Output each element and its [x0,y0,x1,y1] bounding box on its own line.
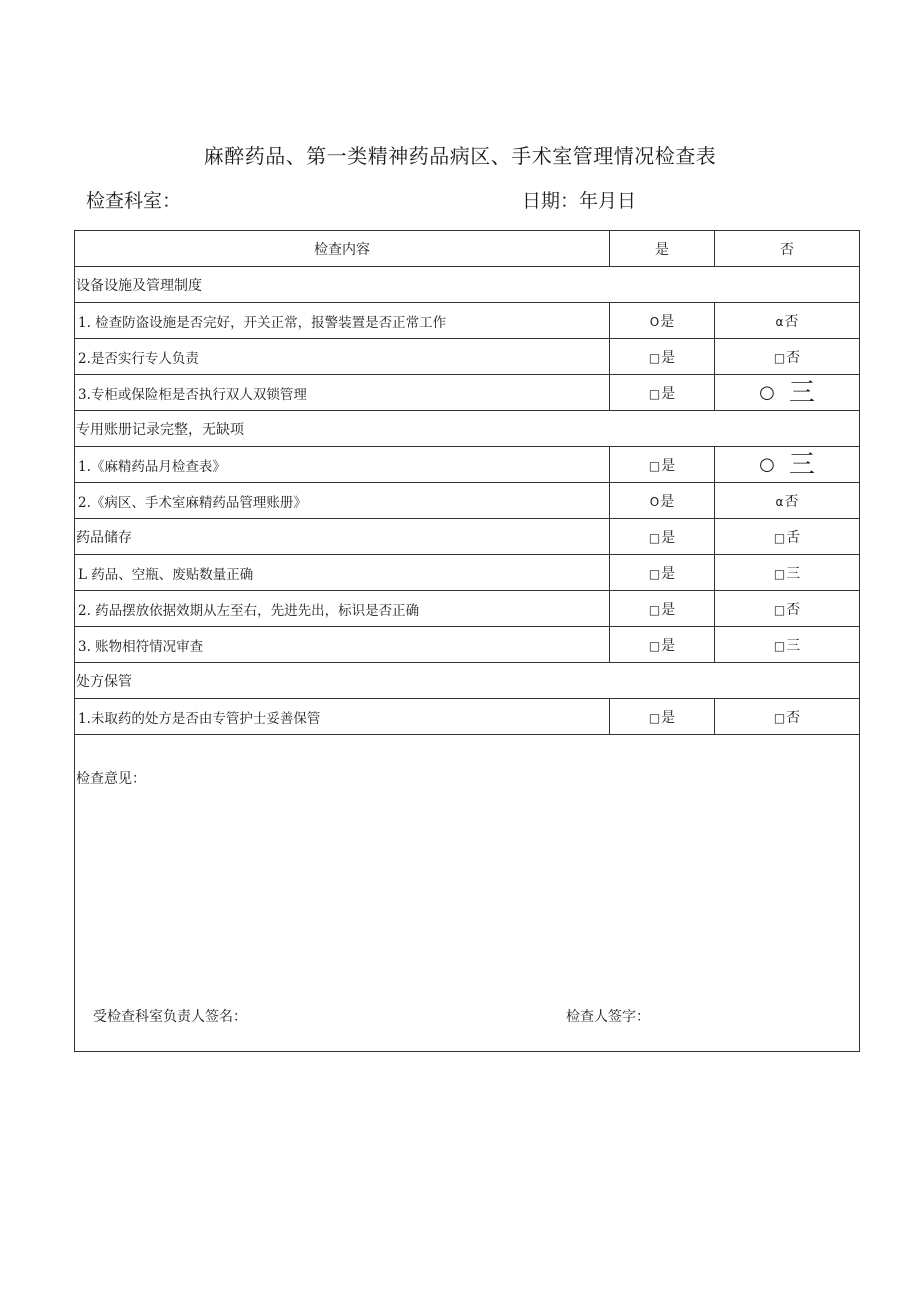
no-label: 否 [786,349,801,366]
checkbox-icon: □ [648,638,661,653]
no-option[interactable] [715,303,860,339]
checkbox-icon: □ [773,602,786,617]
yes-label: 是 [661,457,676,474]
table-row [75,699,860,735]
header-row [75,231,860,267]
inspector-signature-label: 检查人签字： [566,1009,650,1025]
table-row [75,375,860,411]
no-label: 三 [788,449,815,480]
yes-option[interactable] [610,591,715,627]
ring-icon: ○ [759,382,775,403]
checkbox-icon: □ [648,386,661,401]
checkbox-icon: □ [773,566,786,581]
item-text: 3.专柜或保险柜是否执行双人双锁管理 [75,375,610,411]
item-text: 2.是否实行专人负责 [75,339,610,375]
checkbox-icon: □ [648,350,661,365]
section-row [75,411,860,447]
checkbox-icon: □ [648,458,661,473]
no-option[interactable] [715,447,860,483]
no-option[interactable] [715,555,860,591]
no-option[interactable] [715,483,860,519]
yes-label: 是 [661,529,676,546]
no-label: 否 [784,493,799,510]
item-text: 2.《病区、手术室麻精药品管理账册》 [75,483,610,519]
section-row [75,267,860,303]
header-no: 否 [715,231,860,267]
yes-option[interactable] [610,303,715,339]
item-text: 1.《麻精药品月检查表》 [75,447,610,483]
no-label: 三 [786,565,801,582]
comments-label: 检查意见： [76,771,146,787]
no-option[interactable] [715,339,860,375]
checkbox-icon: □ [773,350,786,365]
checkbox-icon: □ [648,602,661,617]
item-text: 2. 药品摆放依据效期从左至右，先进先出，标识是否正确 [75,591,610,627]
no-label: 三 [786,637,801,654]
yes-option[interactable] [610,627,715,663]
yes-label: 是 [661,349,676,366]
no-option[interactable] [715,699,860,735]
yes-label: 是 [661,385,676,402]
checkbox-icon: □ [773,638,786,653]
yes-option[interactable] [610,375,715,411]
yes-option[interactable] [610,555,715,591]
no-label: 否 [784,313,799,330]
no-option[interactable] [715,591,860,627]
section-row [75,663,860,699]
table-row [75,627,860,663]
header-content: 检查内容 [75,231,610,267]
table-row [75,447,860,483]
checkbox-icon: □ [648,530,661,545]
no-option[interactable] [715,627,860,663]
department-label: 检查科室： [86,190,182,212]
yes-option[interactable] [610,339,715,375]
checkbox-icon: □ [773,530,786,545]
yes-option[interactable] [610,447,715,483]
no-label: 否 [786,709,801,726]
comments-row [75,735,860,1052]
yes-label: 是 [661,709,676,726]
date-label: 日期：年月日 [522,190,637,212]
header-yes: 是 [610,231,715,267]
no-label: 三 [788,377,815,408]
checkbox-icon: □ [773,710,786,725]
section-title: 专用账册记录完整，无缺项 [75,411,860,447]
checkbox-icon: □ [648,566,661,581]
item-text: 3. 账物相符情况审查 [75,627,610,663]
section-title: 设备设施及管理制度 [75,267,860,303]
table-row [75,339,860,375]
no-option[interactable] [715,519,860,555]
section-row [75,519,860,555]
yes-label: 是 [661,637,676,654]
no-label: 否 [786,601,801,618]
item-text: L 药品、空瓶、废贴数量正确 [75,555,610,591]
table-row [75,591,860,627]
checkbox-icon: □ [648,710,661,725]
table-row [75,483,860,519]
yes-option[interactable] [610,699,715,735]
section-title: 处方保管 [75,663,860,699]
no-label: 舌 [786,529,801,546]
comments-box[interactable] [75,735,860,1052]
item-text: 1. 检查防盗设施是否完好，开关正常，报警装置是否正常工作 [75,303,610,339]
yes-label: 是 [661,565,676,582]
dept-head-signature-label: 受检查科室负责人签名： [93,1009,247,1025]
inspection-table [74,230,860,1052]
circle-icon: O [649,314,660,329]
yes-option[interactable] [610,519,715,555]
ring-icon: ○ [759,454,775,475]
yes-label: 是 [660,313,675,330]
alpha-mark-icon: α [775,494,784,509]
alpha-mark-icon: α [775,314,784,329]
section-title: 药品储存 [75,519,610,555]
table-row [75,555,860,591]
yes-label: 是 [660,493,675,510]
no-option[interactable] [715,375,860,411]
table-row [75,303,860,339]
circle-icon: O [649,494,660,509]
yes-option[interactable] [610,483,715,519]
item-text: 1.未取药的处方是否由专管护士妥善保管 [75,699,610,735]
yes-label: 是 [661,601,676,618]
form-title: 麻醉药品、第一类精神药品病区、手术室管理情况检查表 [203,144,717,168]
